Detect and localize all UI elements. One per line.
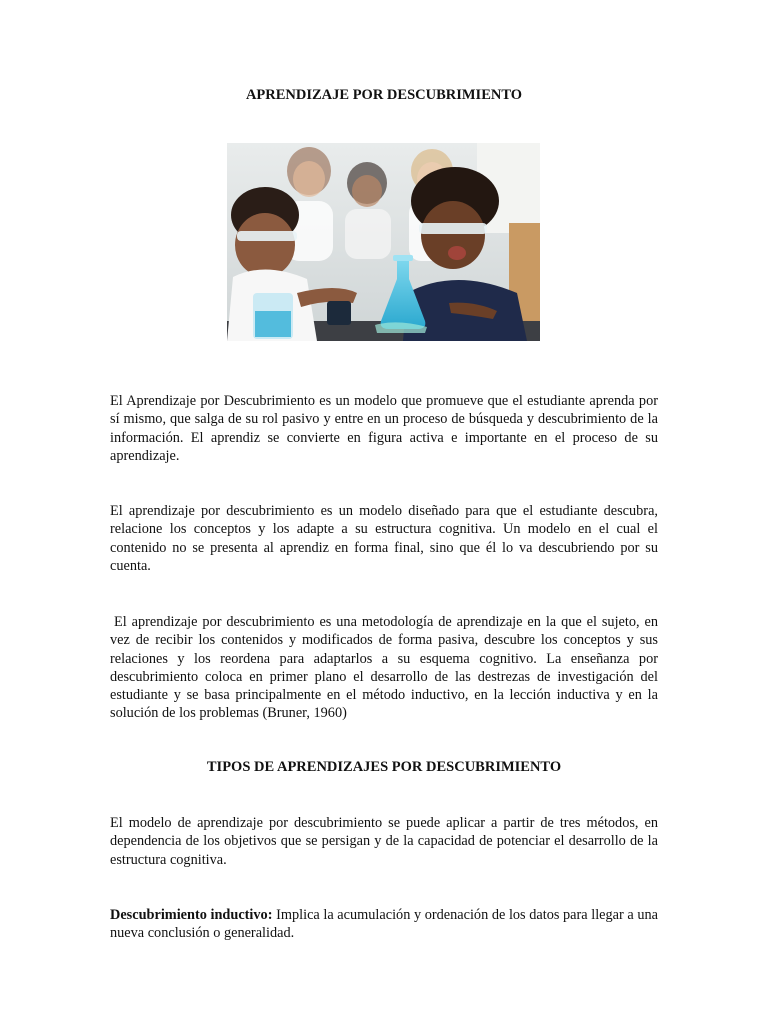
paragraph-definition-2: El aprendizaje por descubrimiento es un modelo diseñado para que el estudiante descubra, relacione los conceptos y los adapte a su estructura cognitiva. Un modelo en el cual el contenido no se presenta al aprendiz en forma final, sino que él lo va descubriendo por su cuenta. (110, 503, 658, 574)
document-title: APRENDIZAJE POR DESCUBRIMIENTO (245, 87, 523, 103)
term-label: Descubrimiento inductivo: (110, 907, 273, 923)
section-title-tipos: TIPOS DE APRENDIZAJES POR DESCUBRIMIENTO (206, 759, 562, 775)
paragraph-descubrimiento-inductivo (110, 906, 658, 943)
document-page (110, 0, 658, 1024)
term-text: Implica la acumulación y ordenación de los datos para llegar a una nueva conclusión o generalidad. (110, 907, 658, 942)
paragraph-definition-1: El Aprendizaje por Descubrimiento es un modelo que promueve que el estudiante aprenda por sí mismo, que salga de su rol pasivo y entre en un proceso de búsqueda y descubrimiento de la información. El aprendiz se convierte en figura activa e importante en el proceso de su aprendizaje. (110, 393, 658, 464)
paragraph-definition-3: El aprendizaje por descubrimiento es una metodología de aprendizaje en la que el sujeto, en vez de recibir los contenidos y modificados de forma pasiva, descubre los conceptos y sus relaciones y los reordena para adaptarlos a su esquema cognitivo. La enseñanza por descubrimiento coloca en primer plano el desarrollo de las destrezas de investigación del estudiante y se basa principalmente en el método inductivo, en la lección inductiva y en la solución de los problemas (Bruner, 1960) (110, 614, 658, 722)
paragraph-tipos-intro: El modelo de aprendizaje por descubrimiento se puede aplicar a partir de tres métodos, en dependencia de los objetivos que se persigan y de la capacidad de potenciar el desarrollo de la estructura cognitiva. (110, 815, 658, 868)
science-experiment-photo (227, 143, 540, 341)
